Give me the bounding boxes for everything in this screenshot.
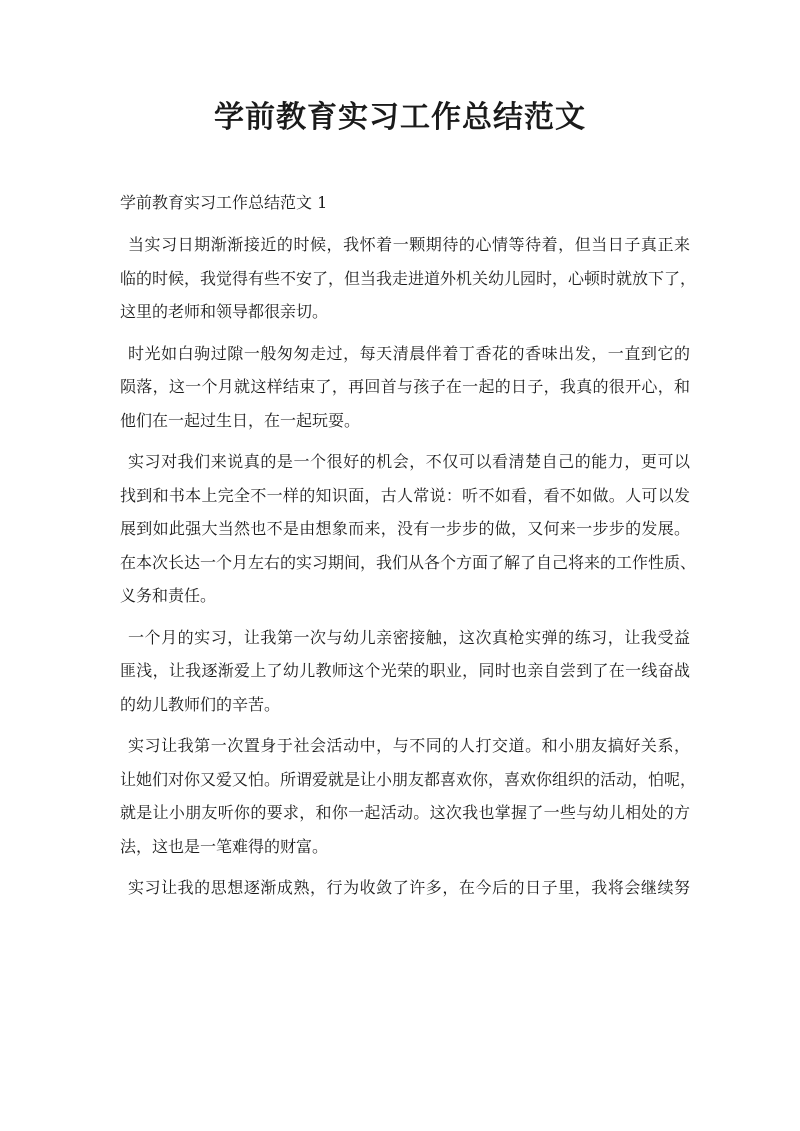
text-line: 陨落，这一个月就这样结束了，再回首与孩子在一起的日子，我真的很开心，和	[120, 377, 690, 396]
paragraph	[120, 445, 697, 613]
text-line: 时光如白驹过隙一般匆匆走过，每天清晨伴着丁香花的香味出发，一直到它的	[128, 343, 690, 363]
paragraph	[120, 337, 690, 438]
document-body	[120, 228, 697, 913]
text-line: 匪浅，让我逐渐爱上了幼儿教师这个光荣的职业，同时也亲自尝到了在一线奋战	[120, 661, 690, 680]
text-line: 临的时候，我觉得有些不安了，但当我走进道外机关幼儿园时，心顿时就放下了，	[120, 268, 697, 288]
text-line: 在本次长达一个月左右的实习期间，我们从各个方面了解了自己将来的工作性质、	[120, 552, 697, 572]
text-line: 义务和责任。	[120, 586, 217, 605]
paragraph	[120, 228, 697, 329]
text-line: 的幼儿教师们的辛苦。	[120, 694, 281, 714]
text-line: 让她们对你又爱又怕。所谓爱就是让小朋友都喜欢你，喜欢你组织的活动，怕呢，	[120, 769, 697, 789]
text-line: 实习对我们来说真的是一个很好的机会，不仅可以看清楚自己的能力，更可以	[128, 452, 690, 471]
text-line: 就是让小朋友听你的要求，和你一起活动。这次我也掌握了一些与幼儿相处的方	[120, 803, 690, 822]
text-line: 这里的老师和领导都很亲切。	[120, 302, 329, 321]
text-line: 找到和书本上完全不一样的知识面，古人常说：听不如看，看不如做。人可以发	[120, 485, 690, 505]
text-line: 实习让我第一次置身于社会活动中，与不同的人打交道。和小朋友搞好关系，	[128, 736, 690, 755]
paragraph	[120, 729, 697, 863]
text-line: 法，这也是一笔难得的财富。	[120, 836, 329, 856]
section-heading: 学前教育实习工作总结范文 1	[120, 193, 328, 212]
text-line: 当实习日期渐渐接近的时候，我怀着一颗期待的心情等待着，但当日子真正来	[128, 235, 690, 254]
text-line: 实习让我的思想逐渐成熟，行为收敛了许多，在今后的日子里，我将会继续努	[128, 878, 690, 897]
paragraph	[120, 621, 690, 722]
paragraph	[120, 871, 690, 905]
document-title: 学前教育实习工作总结范文	[214, 100, 586, 135]
text-line: 一个月的实习，让我第一次与幼儿亲密接触，这次真枪实弹的练习，让我受益	[128, 627, 690, 647]
text-line: 展到如此强大当然也不是由想象而来，没有一步步的做，又何来一步步的发展。	[120, 519, 690, 538]
text-line: 他们在一起过生日，在一起玩耍。	[120, 410, 361, 430]
